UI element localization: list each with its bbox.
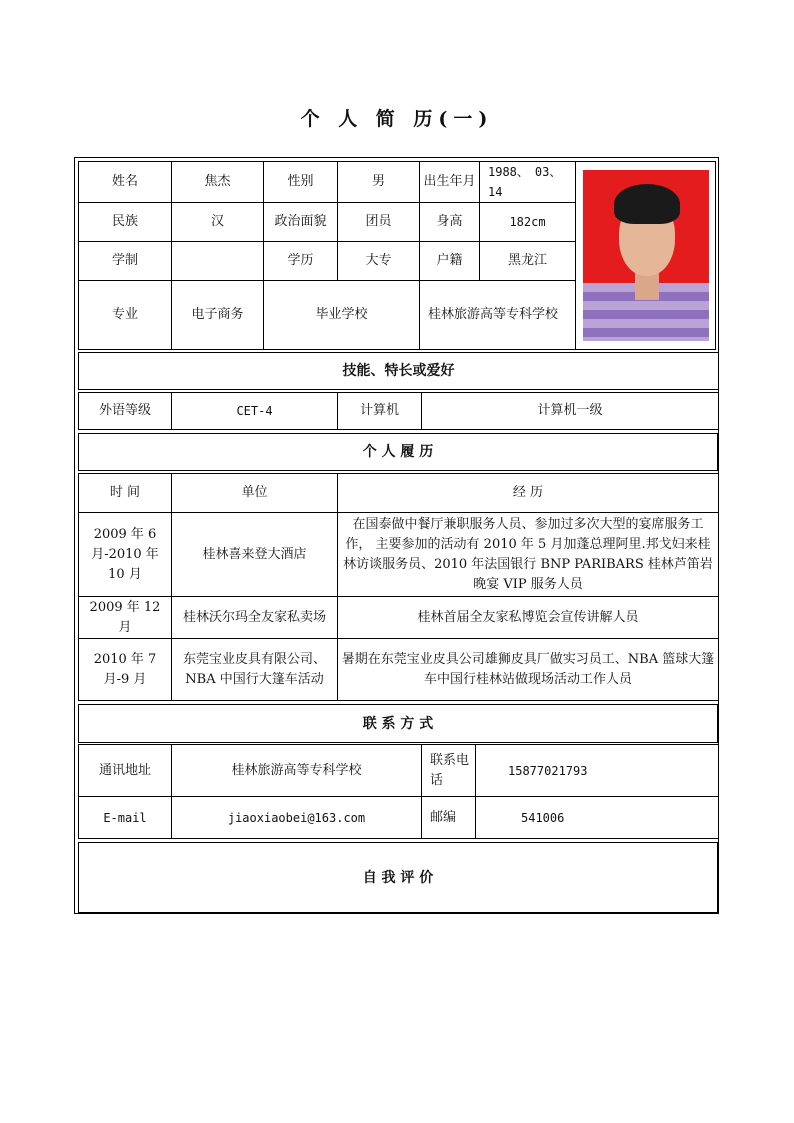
history-exp: 桂林首届全友家私博览会宣传讲解人员 bbox=[338, 597, 719, 639]
table-row bbox=[79, 513, 719, 597]
contact-heading: 联 系 方 式 bbox=[79, 705, 718, 743]
height-value: 182cm bbox=[480, 203, 576, 242]
history-exp: 在国泰做中餐厅兼职服务人员、参加过多次大型的宴席服务工作， 主要参加的活动有 2010 年 5 月加蓬总理阿里.邦戈妇来桂林访谈服务员、2010 年法国银行 BNP PARIBARS 桂林芦笛岩晚宴 VIP 服务人员 bbox=[338, 513, 719, 597]
table-row bbox=[79, 639, 719, 701]
address-value: 桂林旅游高等专科学校 bbox=[172, 745, 422, 797]
history-time: 2009 年 12 月 bbox=[79, 597, 172, 639]
school-value: 桂林旅游高等专科学校 bbox=[420, 281, 576, 350]
address-label: 通讯地址 bbox=[79, 745, 172, 797]
history-table bbox=[78, 473, 719, 701]
page-title: 个 人 简 历(一) bbox=[300, 108, 494, 130]
history-unit: 桂林喜来登大酒店 bbox=[172, 513, 338, 597]
skills-table bbox=[78, 352, 719, 390]
language-value: CET-4 bbox=[172, 393, 338, 430]
history-unit: 桂林沃尔玛全友家私卖场 bbox=[172, 597, 338, 639]
history-heading: 个 人 履 历 bbox=[79, 434, 718, 471]
birth-label: 出生年月 bbox=[420, 162, 480, 203]
gender-value: 男 bbox=[338, 162, 420, 203]
phone-label: 联系电话 bbox=[422, 745, 476, 797]
phone-value: 15877021793 bbox=[476, 745, 719, 797]
zip-label: 邮编 bbox=[422, 797, 476, 839]
birth-value: 1988、 03、14 bbox=[480, 162, 576, 203]
history-col-unit: 单位 bbox=[172, 474, 338, 513]
history-col-exp: 经 历 bbox=[338, 474, 719, 513]
skills-detail-table bbox=[78, 392, 719, 430]
email-label: E-mail bbox=[79, 797, 172, 839]
major-label: 专业 bbox=[79, 281, 172, 350]
self-eval-heading: 自 我 评 价 bbox=[79, 843, 718, 913]
skills-heading: 技能、特长或爱好 bbox=[79, 353, 719, 390]
history-time: 2010 年 7 月-9 月 bbox=[79, 639, 172, 701]
table-row bbox=[79, 597, 719, 639]
political-label: 政治面貌 bbox=[264, 203, 338, 242]
language-label: 外语等级 bbox=[79, 393, 172, 430]
computer-label: 计算机 bbox=[338, 393, 422, 430]
hukou-label: 户籍 bbox=[420, 242, 480, 281]
name-label: 姓名 bbox=[79, 162, 172, 203]
computer-value: 计算机一级 bbox=[422, 393, 719, 430]
height-label: 身高 bbox=[420, 203, 480, 242]
history-time: 2009 年 6 月-2010 年 10 月 bbox=[79, 513, 172, 597]
name-value: 焦杰 bbox=[172, 162, 264, 203]
history-exp: 暑期在东莞宝业皮具公司雄狮皮具厂做实习员工、NBA 篮球大篷车中国行桂林站做现场活动工作人员 bbox=[338, 639, 719, 701]
photo-cell bbox=[576, 162, 716, 350]
profile-photo bbox=[583, 170, 709, 341]
schooling-value bbox=[172, 242, 264, 281]
political-value: 团员 bbox=[338, 203, 420, 242]
history-unit: 东莞宝业皮具有限公司、NBA 中国行大篷车活动 bbox=[172, 639, 338, 701]
personal-info-table bbox=[78, 161, 716, 350]
education-value: 大专 bbox=[338, 242, 420, 281]
zip-value: 541006 bbox=[476, 797, 719, 839]
school-label: 毕业学校 bbox=[264, 281, 420, 350]
education-label: 学历 bbox=[264, 242, 338, 281]
contact-heading-table bbox=[78, 704, 718, 743]
history-heading-table bbox=[78, 433, 718, 471]
hukou-value: 黑龙江 bbox=[480, 242, 576, 281]
email-value: jiaoxiaobei@163.com bbox=[172, 797, 422, 839]
contact-table bbox=[78, 744, 719, 839]
history-col-time: 时 间 bbox=[79, 474, 172, 513]
schooling-label: 学制 bbox=[79, 242, 172, 281]
ethnicity-value: 汉 bbox=[172, 203, 264, 242]
gender-label: 性别 bbox=[264, 162, 338, 203]
self-eval-table bbox=[78, 842, 718, 913]
ethnicity-label: 民族 bbox=[79, 203, 172, 242]
major-value: 电子商务 bbox=[172, 281, 264, 350]
